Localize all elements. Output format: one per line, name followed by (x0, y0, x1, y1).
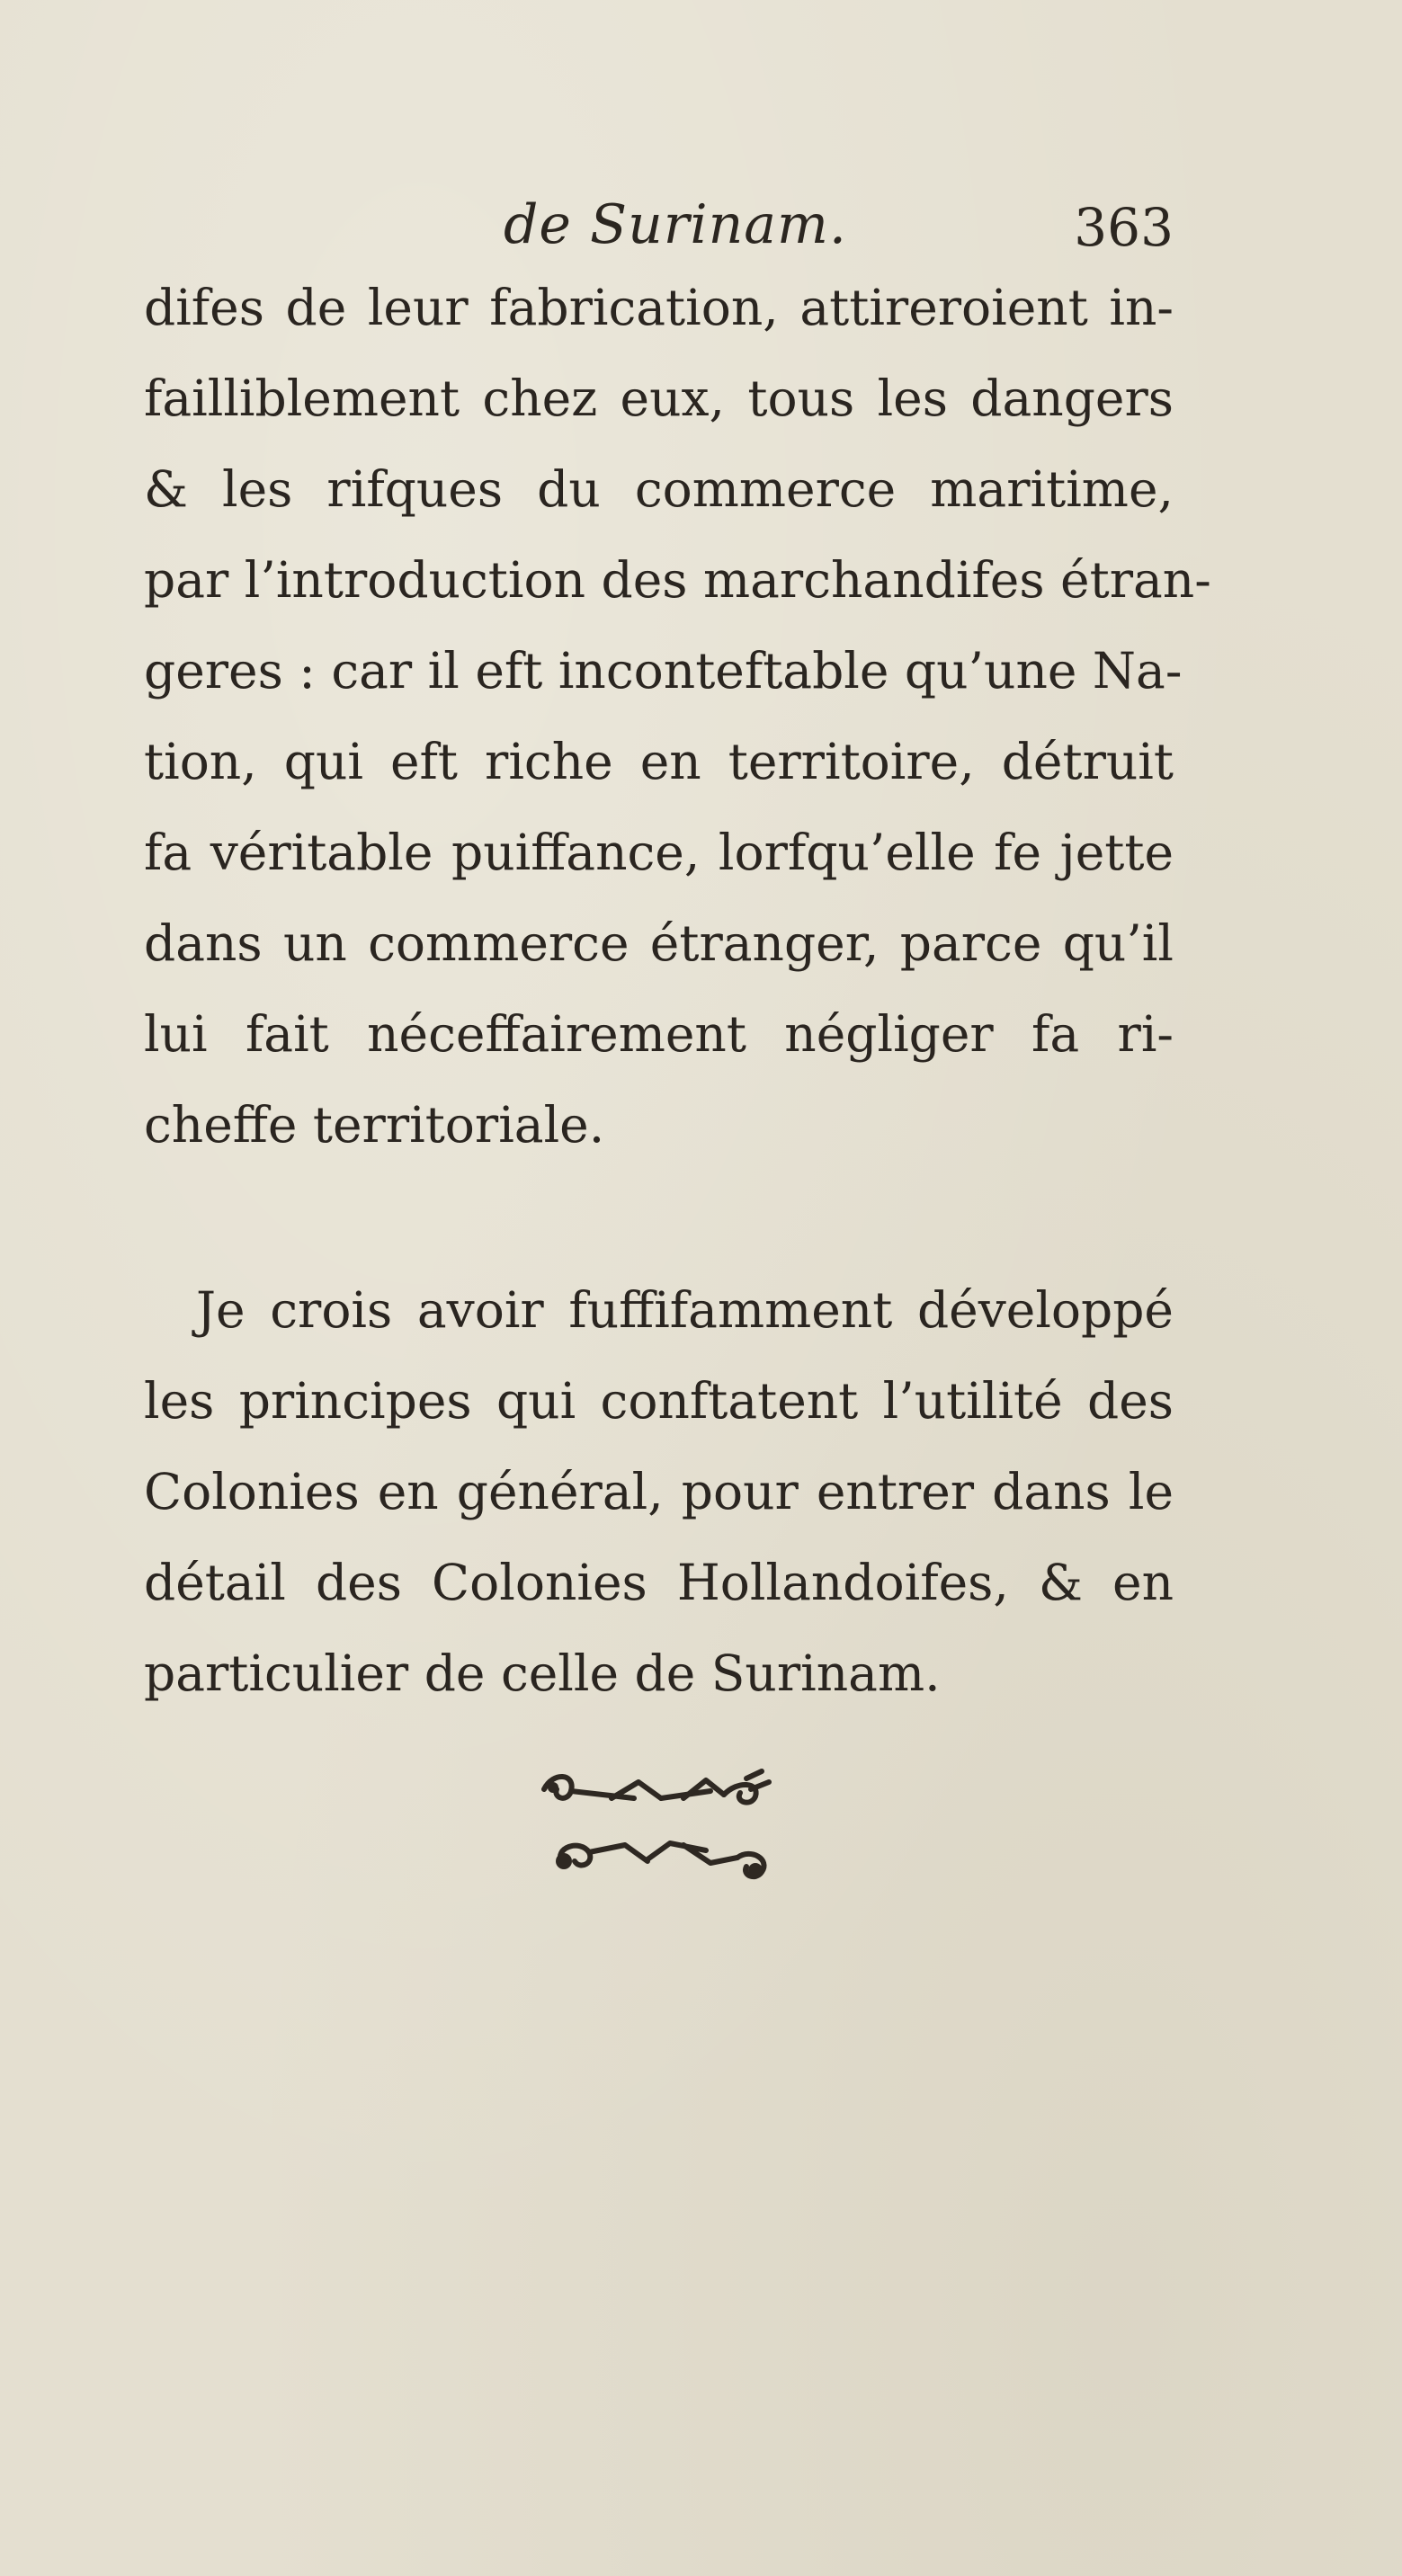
text-line: particulier de celle de Surinam. (144, 1645, 941, 1702)
paragraph (144, 263, 1211, 1171)
text-line: Je crois avoir fuffifamment développé (196, 1281, 1174, 1339)
page-header (0, 193, 1402, 265)
text-line: fa véritable puiffance, lorfqu’elle fe jette (144, 824, 1174, 881)
text-line: les principes qui conftatent l’utilité des (144, 1372, 1174, 1430)
body-text (144, 263, 1211, 1719)
text-line: & les rifques du commerce maritime, (144, 460, 1174, 518)
paragraph-spacer (144, 1171, 1174, 1265)
text-line: failliblement chez eux, tous les dangers (144, 370, 1174, 427)
text-line: geres : car il eft inconteftable qu’une Na- (144, 642, 1183, 700)
page-number: 363 (1074, 197, 1174, 258)
text-line: difes de leur fabrication, attireroient in- (144, 279, 1174, 336)
running-title: de Surinam. (504, 193, 847, 256)
fleuron-ornament-icon (526, 1762, 796, 1897)
paragraph (144, 1265, 1174, 1719)
text-line: lui fait néceffairement négliger fa ri- (144, 1005, 1174, 1063)
text-line: Colonies en général, pour entrer dans le (144, 1463, 1174, 1520)
text-line: dans un commerce étranger, parce qu’il (144, 914, 1174, 972)
text-line: détail des Colonies Hollandoifes, & en (144, 1554, 1174, 1611)
text-line: tion, qui eft riche en territoire, détruit (144, 733, 1174, 790)
text-line: cheffe territoriale. (144, 1096, 605, 1154)
text-line: par l’introduction des marchandifes étran- (144, 551, 1211, 609)
